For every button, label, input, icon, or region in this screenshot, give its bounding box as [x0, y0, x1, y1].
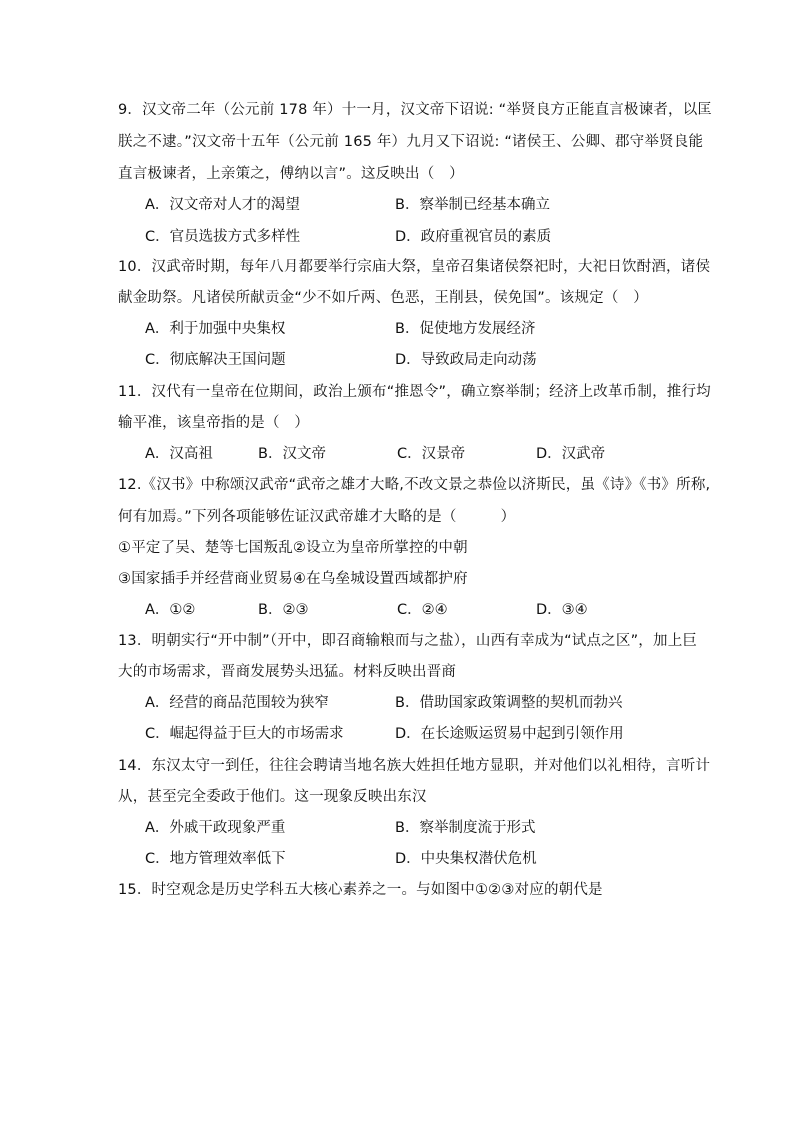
q13-option-d: D．在长途贩运贸易中起到引领作用 — [395, 726, 624, 742]
q13-option-a: A．经营的商品范围较为狭窄 — [145, 695, 329, 711]
q14-option-d: D．中央集权潜伏危机 — [395, 851, 537, 867]
q12-item-line-1: ①平定了吴、楚等七国叛乱②设立为皇帝所掌控的中朝 — [118, 540, 468, 556]
q13-line-1: 13．明朝实行“开中制”（开中，即召商输粮而与之盐），山西有幸成为“试点之区”，加上巨 — [118, 633, 698, 649]
q9-line-1: 9．汉文帝二年（公元前 178 年）十一月，汉文帝下诏说: “举贤良方正能直言极谏者，以匡 — [118, 102, 713, 118]
q11-option-b: B．汉文帝 — [258, 446, 326, 462]
q11-line-2: 输平准，该皇帝指的是（ ） — [118, 415, 310, 431]
q14-option-a: A．外戚干政现象严重 — [145, 820, 286, 836]
q12-option-d: D．③④ — [536, 602, 588, 618]
q14-line-1: 14．东汉太守一到任，往往会聘请当地名族大姓担任地方显职，并对他们以礼相待，言听计 — [118, 758, 711, 774]
q10-line-2: 献金助祭。凡诸侯所献贡金“少不如斤两、色恶，王削县，侯免国”。该规定（ ） — [118, 290, 648, 306]
q10-line-1: 10．汉武帝时期，每年八月都要举行宗庙大祭，皇帝召集诸侯祭祀时，大祀日饮酎酒，诸侯 — [118, 259, 711, 275]
q9-line-2: 朕之不逮。”汉文帝十五年（公元前 165 年）九月又下诏说: “诸侯王、公卿、郡守举贤良能 — [118, 134, 704, 150]
q13-option-c: C．崛起得益于巨大的市场需求 — [145, 726, 344, 742]
q12-option-b: B．②③ — [258, 602, 309, 618]
q12-option-c: C．②④ — [397, 602, 448, 618]
q10-option-d: D．导致政局走向动荡 — [395, 352, 537, 368]
q12-line-1: 12.《汉书》中称颂汉武帝“武帝之雄才大略,不改文景之恭俭以济斯民，虽《诗》《书》所称, — [118, 477, 711, 493]
q13-line-2: 大的市场需求，晋商发展势头迅猛。材料反映出晋商 — [118, 664, 457, 680]
q11-option-c: C．汉景帝 — [397, 446, 466, 462]
q11-option-a: A．汉高祖 — [145, 446, 213, 462]
q12-option-a: A．①② — [145, 602, 196, 618]
q13-option-b: B．借助国家政策调整的契机而勃兴 — [395, 695, 623, 711]
q14-option-c: C．地方管理效率低下 — [145, 851, 286, 867]
q10-option-c: C．彻底解决王国问题 — [145, 352, 286, 368]
q12-line-2: 何有加焉。”下列各项能够佐证汉武帝雄才大略的是（ ） — [118, 509, 516, 525]
q15-line-1: 15．时空观念是历史学科五大核心素养之一。与如图中①②③对应的朝代是 — [118, 882, 603, 898]
q12-item-line-2: ③国家插手并经营商业贸易④在乌垒城设置西域都护府 — [118, 571, 468, 587]
q14-option-b: B．察举制度流于形式 — [395, 820, 536, 836]
q11-option-d: D．汉武帝 — [536, 446, 606, 462]
q10-option-a: A．利于加强中央集权 — [145, 321, 286, 337]
q14-line-2: 从，甚至完全委政于他们。这一现象反映出东汉 — [118, 789, 427, 805]
q10-option-b: B．促使地方发展经济 — [395, 321, 536, 337]
q9-option-b: B．察举制已经基本确立 — [395, 197, 550, 213]
q11-line-1: 11．汉代有一皇帝在位期间，政治上颁布“推恩令”，确立察举制；经济上改革币制，推行均 — [118, 384, 711, 400]
q9-line-3: 直言极谏者，上亲策之，傅纳以言”。这反映出（ ） — [118, 166, 464, 182]
q9-option-d: D．政府重视官员的素质 — [395, 229, 552, 245]
q9-option-c: C．官员选拔方式多样性 — [145, 229, 301, 245]
q9-option-a: A．汉文帝对人才的渴望 — [145, 197, 300, 213]
